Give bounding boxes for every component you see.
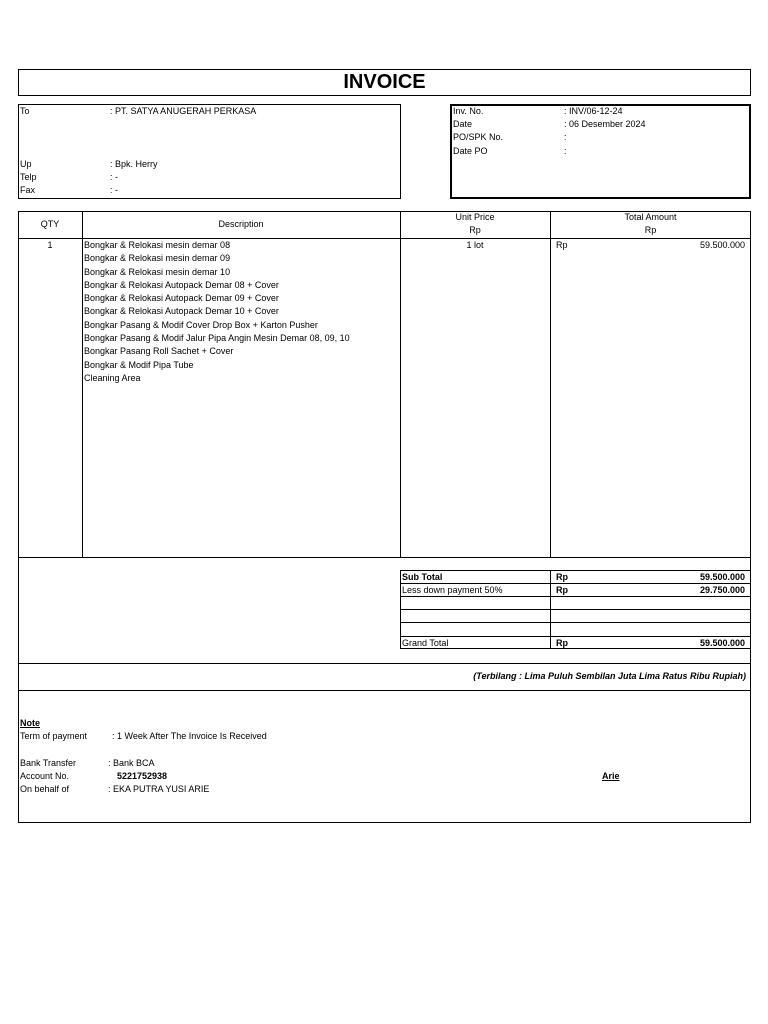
down-payment-value: 29.750.000	[699, 585, 745, 595]
description-header: Description	[218, 219, 264, 229]
bank-label: Bank Transfer	[20, 758, 77, 768]
account-value: 5221752938	[117, 771, 168, 781]
recipient-box	[18, 104, 401, 199]
invoice-title: INVOICE	[18, 69, 751, 96]
inv-no-value: : INV/06-12-24	[564, 106, 623, 116]
term-value: : 1 Week After The Invoice Is Received	[112, 731, 267, 741]
description-line: Bongkar Pasang & Modif Cover Drop Box + Karton Pusher	[84, 319, 318, 330]
row-currency: Rp	[556, 240, 568, 250]
row-qty: 1	[47, 240, 53, 250]
po-label: PO/SPK No.	[453, 132, 504, 142]
description-line: Bongkar & Relokasi mesin demar 10	[84, 266, 231, 277]
unit-price-header: Unit Price	[455, 212, 495, 222]
description-line: Bongkar Pasang & Modif Jalur Pipa Angin Mesin Demar 08, 09, 10	[84, 333, 350, 344]
date-value: : 06 Desember 2024	[564, 119, 646, 129]
telp-value: : -	[110, 172, 118, 182]
inv-no-label: Inv. No.	[453, 106, 484, 116]
subtotal-label: Sub Total	[402, 572, 443, 582]
grand-total-currency: Rp	[556, 638, 568, 648]
qty-header: QTY	[40, 219, 60, 229]
description-list	[84, 240, 398, 386]
to-value: : PT. SATYA ANUGERAH PERKASA	[110, 106, 257, 116]
date-label: Date	[453, 119, 473, 129]
grand-total-value: 59.500.000	[699, 638, 745, 648]
telp-label: Telp	[20, 172, 37, 182]
account-label: Account No.	[20, 771, 70, 781]
date-po-value: :	[564, 146, 567, 156]
description-line: Bongkar & Relokasi Autopack Demar 08 + Cover	[84, 279, 279, 290]
total-amount-header: Total Amount	[624, 212, 677, 222]
note-heading: Note	[20, 718, 40, 728]
term-label: Term of payment	[20, 731, 88, 741]
up-value: : Bpk. Herry	[110, 159, 158, 169]
behalf-label: On behalf of	[20, 784, 70, 794]
subtotal-value: 59.500.000	[699, 572, 745, 582]
behalf-value: : EKA PUTRA YUSI ARIE	[108, 784, 210, 794]
description-line: Bongkar Pasang Roll Sachet + Cover	[84, 346, 234, 357]
description-line: Bongkar & Modif Pipa Tube	[84, 359, 194, 370]
date-po-label: Date PO	[453, 146, 488, 156]
description-line: Bongkar & Relokasi Autopack Demar 09 + Cover	[84, 293, 279, 304]
signature-name: Arie	[602, 771, 620, 781]
total-amount-currency: Rp	[644, 225, 657, 235]
amount-in-words: (Terbilang : Lima Puluh Sembilan Juta Lima Ratus Ribu Rupiah)	[473, 671, 746, 681]
row-amount: 59.500.000	[699, 240, 745, 250]
description-line: Bongkar & Relokasi Autopack Demar 10 + Cover	[84, 306, 279, 317]
up-label: Up	[20, 159, 32, 169]
po-value: :	[564, 132, 567, 142]
description-line: Bongkar & Relokasi mesin demar 09	[84, 253, 231, 264]
description-line: Bongkar & Relokasi mesin demar 08	[84, 240, 231, 250]
description-line: Cleaning Area	[84, 372, 141, 383]
subtotal-currency: Rp	[556, 572, 568, 582]
to-label: To	[20, 106, 30, 116]
row-unit-price: 1 lot	[466, 240, 484, 250]
unit-price-currency: Rp	[469, 225, 481, 235]
grand-total-label: Grand Total	[402, 638, 449, 648]
fax-label: Fax	[20, 185, 36, 195]
down-payment-currency: Rp	[556, 585, 568, 595]
fax-value: : -	[110, 185, 118, 195]
bank-value: : Bank BCA	[108, 758, 155, 768]
down-payment-label: Less down payment 50%	[402, 585, 503, 595]
